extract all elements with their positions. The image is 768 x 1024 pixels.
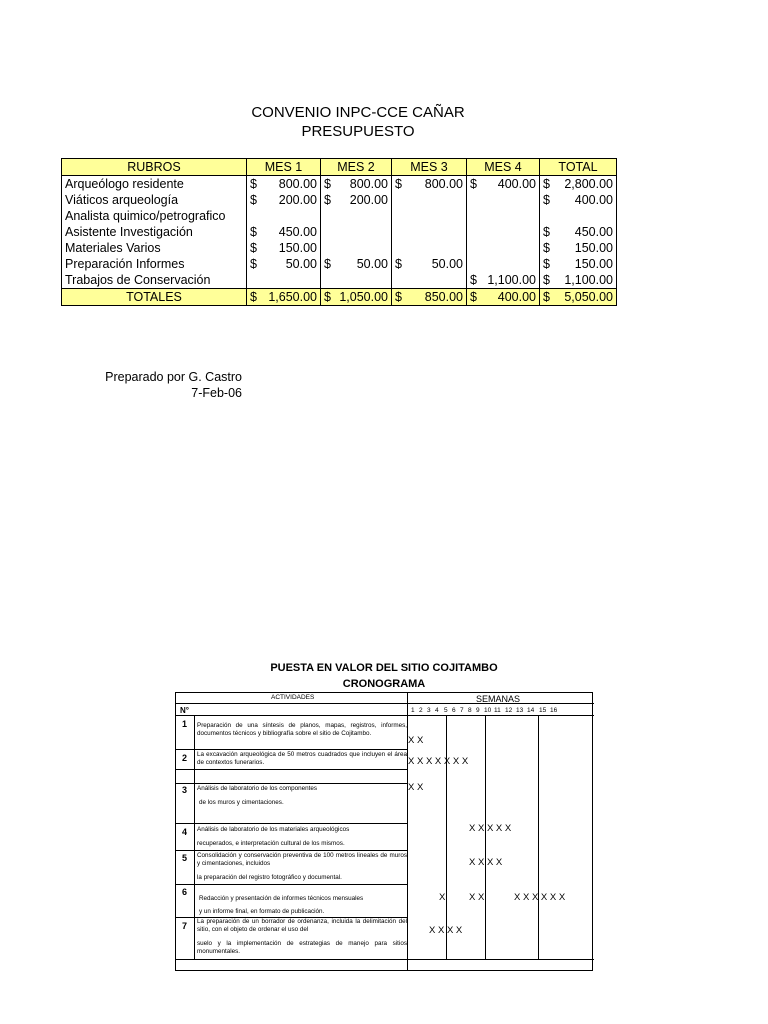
activity-2-number: 2 bbox=[182, 753, 188, 763]
row-m1: $ 200.00 bbox=[247, 192, 321, 208]
row-total: $ 1,100.00 bbox=[540, 272, 617, 289]
row-total: $ 450.00 bbox=[540, 224, 617, 240]
week-number: 15 bbox=[539, 707, 547, 714]
activity-4-text2: recuperados, e interpretación cultural de los mismos. bbox=[197, 840, 345, 847]
activity-5-text2: la preparación del registro fotográfico y documental. bbox=[197, 874, 342, 881]
week-number: 7 bbox=[460, 707, 464, 714]
num-label: N° bbox=[180, 706, 189, 715]
row-rubro: Asistente Investigación bbox=[62, 224, 247, 240]
week-number: 3 bbox=[427, 707, 431, 714]
row-m4 bbox=[467, 192, 540, 208]
row-rubro: Preparación Informes bbox=[62, 256, 247, 272]
budget-row bbox=[62, 192, 617, 208]
activity-4-number: 4 bbox=[182, 827, 188, 837]
document-title: CONVENIO INPC-CCE CAÑAR bbox=[251, 104, 465, 121]
col-mes2: MES 2 bbox=[321, 159, 392, 176]
row-m1: $ 150.00 bbox=[247, 240, 321, 256]
row-m4: $ 1,100.00 bbox=[467, 272, 540, 289]
totals-m2: $ 1,050.00 bbox=[321, 289, 392, 306]
row-m3 bbox=[392, 224, 467, 240]
week-number: 11 bbox=[494, 707, 501, 714]
week-number: 8 bbox=[468, 707, 472, 714]
prepared-by: Preparado por G. Castro bbox=[105, 370, 242, 384]
row-total: $ 150.00 bbox=[540, 256, 617, 272]
row-m4 bbox=[467, 208, 540, 224]
budget-row bbox=[62, 208, 617, 224]
row-m2 bbox=[321, 224, 392, 240]
activity-1-number: 1 bbox=[182, 719, 188, 729]
row-m1 bbox=[247, 272, 321, 289]
budget-header-row bbox=[62, 159, 617, 176]
budget-row bbox=[62, 176, 617, 193]
row-m3: $ 800.00 bbox=[392, 176, 467, 193]
budget-table bbox=[61, 158, 617, 306]
col-mes3: MES 3 bbox=[392, 159, 467, 176]
activity-2-marks: X X X X X X X bbox=[408, 756, 469, 767]
col-total: TOTAL bbox=[540, 159, 617, 176]
row-m2: $ 200.00 bbox=[321, 192, 392, 208]
row-m2 bbox=[321, 272, 392, 289]
activity-6-text: Redacción y presentación de informes técnicos mensuales bbox=[199, 895, 364, 902]
row-m3 bbox=[392, 240, 467, 256]
activity-1-text: Preparación de una síntesis de planos, mapas, registros, informes, documentos técnicos y bibliografía sobre el sitio de Cojitambo. bbox=[197, 722, 407, 737]
budget-totals-row bbox=[62, 289, 617, 306]
row-m4 bbox=[467, 240, 540, 256]
row-m2: $ 50.00 bbox=[321, 256, 392, 272]
week-number: 6 bbox=[452, 707, 456, 714]
row-m2: $ 800.00 bbox=[321, 176, 392, 193]
row-m4: $ 400.00 bbox=[467, 176, 540, 193]
week-number: 14 bbox=[527, 707, 535, 714]
totals-m3: $ 850.00 bbox=[392, 289, 467, 306]
budget-row bbox=[62, 224, 617, 240]
week-number: 5 bbox=[444, 707, 448, 714]
semanas-label: SEMANAS bbox=[476, 694, 521, 704]
activity-6-text2: y un informe final, en formato de publicación. bbox=[199, 908, 325, 915]
activity-4-marks: X X X X X bbox=[469, 823, 512, 834]
actividades-label: ACTIVIDADES bbox=[271, 694, 315, 701]
row-rubro: Trabajos de Conservación bbox=[62, 272, 247, 289]
row-rubro: Materiales Varios bbox=[62, 240, 247, 256]
totals-total: $ 5,050.00 bbox=[540, 289, 617, 306]
activity-5-text: Consolidación y conservación preventiva de 100 metros lineales de muros y cimentaciones, incluidos bbox=[197, 852, 407, 867]
row-total: $ 2,800.00 bbox=[540, 176, 617, 193]
col-mes1: MES 1 bbox=[247, 159, 321, 176]
week-number: 13 bbox=[516, 707, 524, 714]
row-m4 bbox=[467, 256, 540, 272]
row-m3 bbox=[392, 208, 467, 224]
activity-3-text: Análisis de laboratorio de los componentes bbox=[197, 785, 318, 792]
totals-label: TOTALES bbox=[62, 289, 247, 306]
activity-7-text2: suelo y la implementación de estrategias de manejo para sitios monumentales. bbox=[197, 940, 407, 955]
week-number: 16 bbox=[550, 707, 558, 714]
week-number: 2 bbox=[419, 707, 423, 714]
activity-3-text2: de los muros y cimentaciones. bbox=[199, 799, 284, 806]
budget-row bbox=[62, 240, 617, 256]
totals-m1: $ 1,650.00 bbox=[247, 289, 321, 306]
cronograma-subtitle: CRONOGRAMA bbox=[342, 678, 426, 690]
activity-6-marks-c: X X X X X X bbox=[514, 892, 566, 903]
row-total bbox=[540, 208, 617, 224]
row-rubro: Arqueólogo residente bbox=[62, 176, 247, 193]
row-m2 bbox=[321, 240, 392, 256]
week-number: 4 bbox=[435, 707, 439, 714]
row-m3 bbox=[392, 192, 467, 208]
activity-5-marks: X X X X bbox=[469, 857, 503, 868]
row-rubro: Analista quimico/petrografico bbox=[62, 208, 247, 224]
budget-row bbox=[62, 256, 617, 272]
week-number: 9 bbox=[476, 707, 480, 714]
activity-5-number: 5 bbox=[182, 853, 188, 863]
row-m2 bbox=[321, 208, 392, 224]
row-total: $ 150.00 bbox=[540, 240, 617, 256]
row-m3 bbox=[392, 272, 467, 289]
week-number: 10 bbox=[484, 707, 492, 714]
activity-2-text: La excavación arqueológica de 50 metros cuadrados que incluyen el área de contextos funerarios. bbox=[197, 751, 407, 766]
activity-6-marks-a: X bbox=[439, 892, 446, 903]
row-m1 bbox=[247, 208, 321, 224]
document-subtitle: PRESUPUESTO bbox=[301, 123, 415, 140]
activity-7-marks: X X X X bbox=[429, 925, 463, 936]
activity-7-text: La preparación de un borrador de ordenanza, incluida la delimitación del sitio, con el objeto de ordenar el uso del bbox=[197, 918, 407, 933]
row-rubro: Viáticos arqueología bbox=[62, 192, 247, 208]
activity-3-number: 3 bbox=[182, 785, 188, 795]
row-total: $ 400.00 bbox=[540, 192, 617, 208]
activity-4-text: Análisis de laboratorio de los materiales arqueológicos bbox=[197, 826, 350, 833]
activity-3-marks: X X bbox=[408, 782, 424, 793]
row-m1: $ 50.00 bbox=[247, 256, 321, 272]
cronograma-title: PUESTA EN VALOR DEL SITIO COJITAMBO bbox=[270, 662, 498, 674]
totals-m4: $ 400.00 bbox=[467, 289, 540, 306]
budget-row bbox=[62, 272, 617, 289]
activity-6-number: 6 bbox=[182, 887, 188, 897]
row-m1: $ 800.00 bbox=[247, 176, 321, 193]
week-number: 12 bbox=[505, 707, 513, 714]
activity-7-number: 7 bbox=[182, 921, 188, 931]
row-m3: $ 50.00 bbox=[392, 256, 467, 272]
week-number: 1 bbox=[411, 707, 415, 714]
row-m4 bbox=[467, 224, 540, 240]
activity-1-marks: X X bbox=[408, 735, 424, 746]
activity-6-marks-b: X X bbox=[469, 892, 485, 903]
prepared-date: 7-Feb-06 bbox=[191, 386, 242, 400]
cronograma-grid bbox=[175, 692, 593, 971]
row-m1: $ 450.00 bbox=[247, 224, 321, 240]
col-mes4: MES 4 bbox=[467, 159, 540, 176]
budget-body bbox=[62, 176, 617, 289]
col-rubros: RUBROS bbox=[62, 159, 247, 176]
